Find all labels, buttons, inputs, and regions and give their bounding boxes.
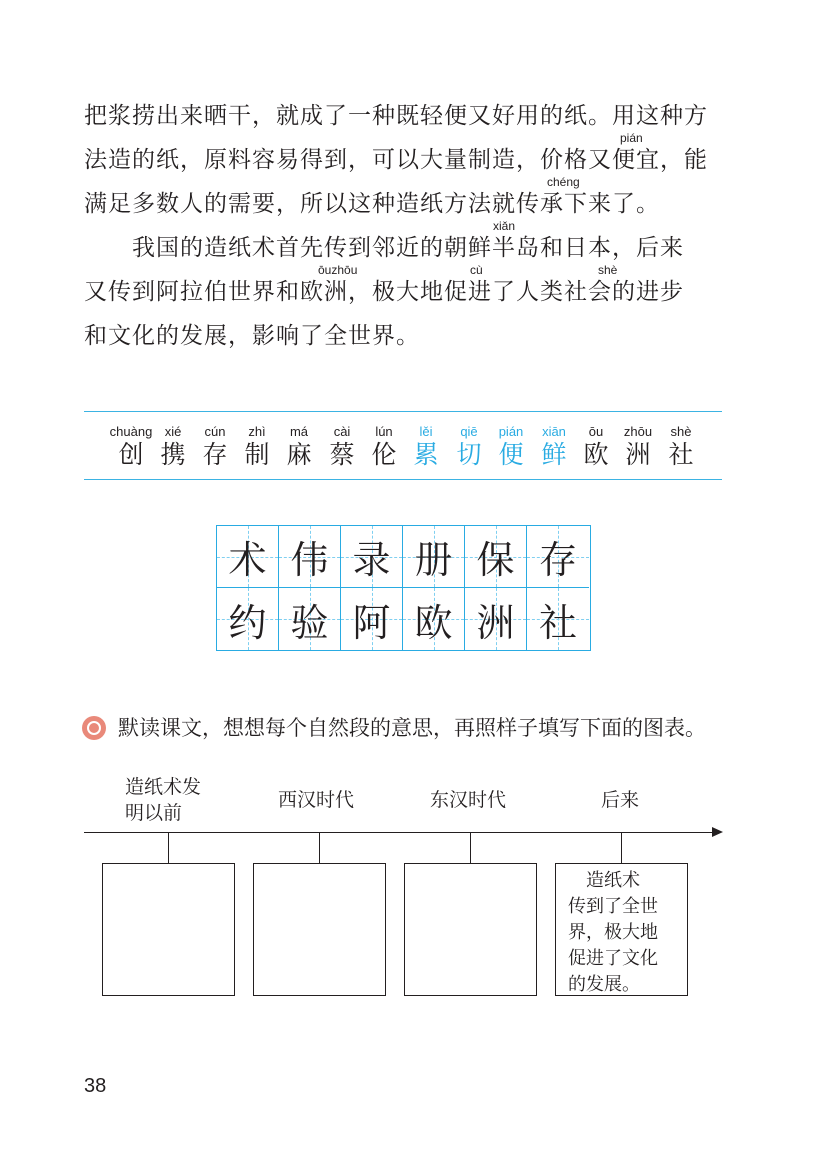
vocab-char: 社 [668,440,694,469]
pinyin-ouzhou: ōuzhōu [318,263,358,277]
pinyin-cheng: chéng [547,175,580,189]
grid-cell [527,526,589,588]
grid-cell [217,526,279,588]
vocab-char: 累 [413,440,439,469]
timeline-tick [470,833,471,863]
example-line: 促进了文化 [568,948,658,969]
vocab-pinyin: cún [204,424,226,439]
timeline-label-before-line1: 造纸术发 [125,776,202,798]
grid-char: 术 [228,538,267,582]
grid-char: 保 [476,538,515,582]
example-answer [568,868,680,998]
grid-char: 欧 [414,600,453,645]
vocab-pinyin: qiē [460,424,478,439]
vocab-pinyin: shè [670,424,692,439]
grid-cell [403,588,465,650]
vocab-char: 制 [244,440,270,469]
writing-grid [216,525,591,651]
grid-cell [403,526,465,588]
grid-char: 录 [352,538,391,582]
vocab-top-rule [84,411,722,412]
passage-line-3: 满足多数人的需要，所以这种造纸方法就传承下来了。 [84,191,660,217]
pinyin-pian: pián [620,131,643,145]
vocab-pinyin: pián [498,424,524,439]
grid-char: 社 [538,600,577,645]
grid-cell [465,526,527,588]
grid-char: 验 [290,600,329,645]
timeline-tick [621,833,622,863]
pinyin-she: shè [598,263,618,277]
vocab-char: 存 [202,440,228,469]
grid-cell [341,588,403,650]
answer-box-later-example [555,863,688,996]
exercise-instruction: 默读课文，想想每个自然段的意思，再照样子填写下面的图表。 [118,716,706,740]
vocab-char: 蔡 [329,440,355,469]
vocab-char: 鲜 [541,440,567,469]
grid-char: 册 [414,538,453,582]
vocab-pinyin: xiān [542,424,566,439]
answer-box-before[interactable] [102,863,235,996]
vocab-pinyin: zhōu [623,424,653,439]
timeline-tick [168,833,169,863]
vocab-char: 麻 [286,440,312,469]
passage-line-2: 法造的纸，原料容易得到，可以大量制造，价格又便宜，能 [84,147,708,173]
grid-cell [279,588,341,650]
example-line: 的发展。 [568,974,640,995]
grid-cell [527,588,589,650]
example-line: 界，极大地 [568,922,658,943]
pinyin-cu: cù [470,263,483,277]
answer-box-western-han[interactable] [253,863,386,996]
timeline-arrow-icon [712,827,723,837]
grid-char: 存 [538,538,577,582]
timeline-label-eastern-han: 东汉时代 [430,789,507,811]
vocab-pinyin: ōu [588,424,604,439]
timeline-axis [84,832,714,833]
exercise-badge-icon [82,716,106,740]
pinyin-xian: xiǎn [493,219,516,233]
grid-cell [465,588,527,650]
vocab-char: 洲 [625,440,651,469]
vocab-pinyin: má [289,424,309,439]
vocab-pinyin: lěi [419,424,433,439]
timeline-tick [319,833,320,863]
vocab-char: 创 [118,440,144,469]
vocab-pinyin: zhì [248,424,266,439]
vocab-char: 欧 [583,440,609,469]
timeline-label-western-han: 西汉时代 [278,789,355,811]
page-number: 38 [84,1075,107,1097]
vocab-char: 伦 [371,440,397,469]
vocab-pinyin: cài [333,424,351,439]
example-line: 造纸术 [568,870,640,891]
grid-cell [217,588,279,650]
vocab-char: 携 [160,440,186,469]
vocab-char: 便 [498,440,524,469]
answer-box-eastern-han[interactable] [404,863,537,996]
example-line: 传到了全世 [568,896,658,917]
vocab-pinyin: chuàng [109,424,153,439]
passage-line-6: 和文化的发展，影响了全世界。 [84,323,420,349]
vocab-pinyin: lún [375,424,393,439]
timeline-label-later: 后来 [601,789,640,811]
grid-cell [279,526,341,588]
grid-char: 阿 [352,600,391,645]
vocab-char: 切 [456,440,482,469]
grid-char: 伟 [290,538,329,582]
vocab-pinyin: xié [164,424,182,439]
passage-line-1: 把浆捞出来晒干，就成了一种既轻便又好用的纸。用这种方 [84,103,708,129]
vocab-bottom-rule [84,479,722,480]
passage-line-5: 又传到阿拉伯世界和欧洲，极大地促进了人类社会的进步 [84,279,684,305]
timeline-label-before-line2: 明以前 [125,802,183,824]
grid-char: 约 [228,600,267,645]
grid-char: 洲 [476,600,515,645]
grid-cell [341,526,403,588]
vocab-item [661,424,701,470]
passage-line-4: 我国的造纸术首先传到邻近的朝鲜半岛和日本，后来 [84,235,684,261]
